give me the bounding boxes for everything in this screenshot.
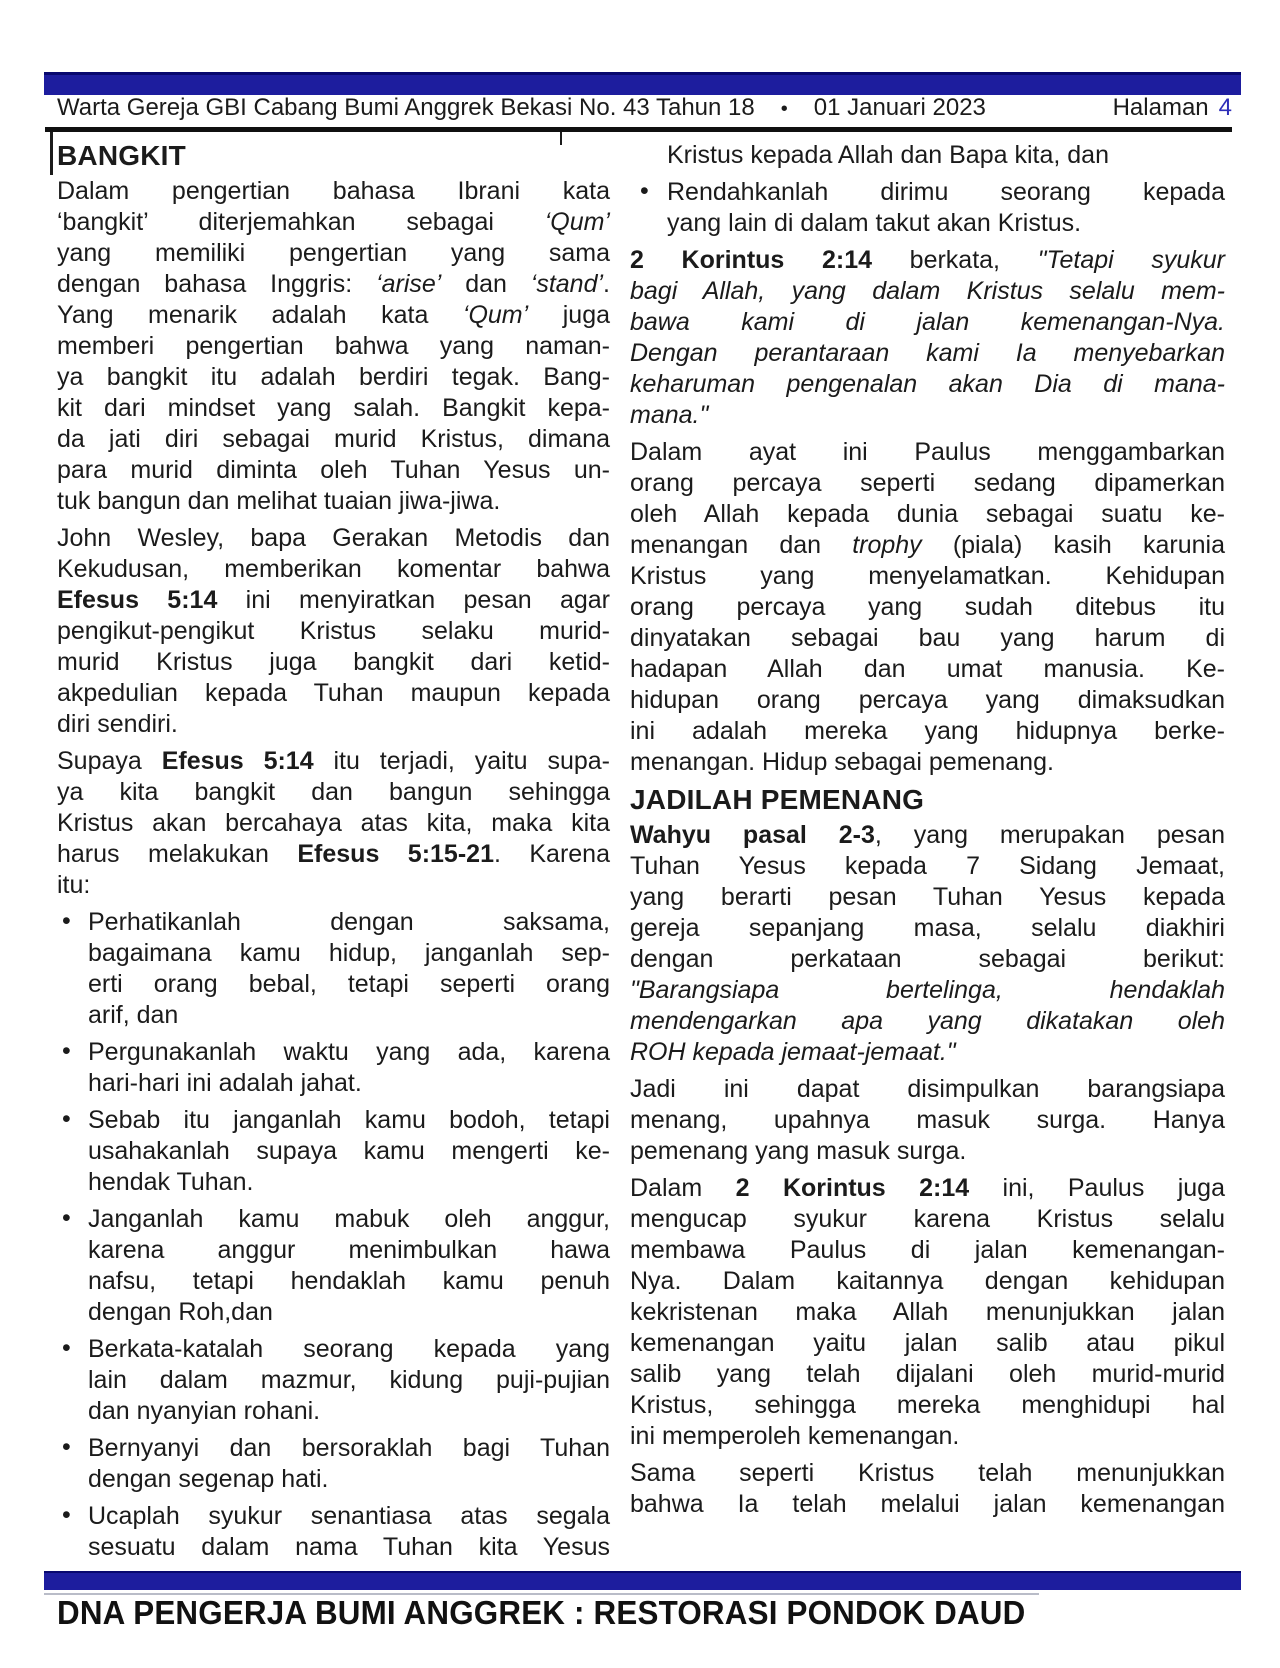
paragraph <box>57 176 610 517</box>
text-line: bagi Allah, yang dalam Kristus selalu mem- <box>630 277 1225 305</box>
text-line: Nya. Dalam kaitannya dengan kehidupan <box>630 1267 1225 1295</box>
text-line: kit dari mindset yang salah. Bangkit kepa- <box>57 394 610 422</box>
bullet-icon: • <box>62 1433 71 1461</box>
bullet-item <box>57 1501 610 1563</box>
paragraph <box>630 1458 1225 1520</box>
text-line: menangan. Hidup sebagai pemenang. <box>630 748 1054 776</box>
bullet-icon: • <box>62 1037 71 1065</box>
issue-date: 01 Januari 2023 <box>813 94 986 121</box>
text-line: Supaya Efesus 5:14 itu terjadi, yaitu supa- <box>57 747 610 775</box>
text-line: ‘bangkit’ diterjemahkan sebagai ‘Qum’ <box>57 208 610 236</box>
bullet-icon: • <box>640 177 649 205</box>
bullet-item <box>57 907 610 1031</box>
page-label: Halaman <box>1112 94 1209 121</box>
bullet-item <box>57 1334 610 1427</box>
right-column <box>630 140 1225 1569</box>
text-line: keharuman pengenalan akan Dia di mana- <box>630 370 1225 398</box>
text-line: Dalam 2 Korintus 2:14 ini, Paulus juga <box>630 1174 1225 1202</box>
bullet-item <box>57 1433 610 1495</box>
text-line: ini adalah mereka yang hidupnya berke- <box>630 717 1225 745</box>
text-line: memberi pengertian bahwa yang naman- <box>57 332 610 360</box>
text-line: hendak Tuhan. <box>88 1168 254 1196</box>
text-line: Wahyu pasal 2-3, yang merupakan pesan <box>630 821 1225 849</box>
text-line: mengucap syukur karena Kristus selalu <box>630 1205 1225 1233</box>
text-line: membawa Paulus di jalan kemenangan- <box>630 1236 1225 1264</box>
text-line: Kristus yang menyelamatkan. Kehidupan <box>630 562 1225 590</box>
text-line: Bernyanyi dan bersoraklah bagi Tuhan <box>88 1434 610 1462</box>
paragraph <box>57 523 610 740</box>
text-line: itu: <box>57 871 91 899</box>
text-line: Perhatikanlah dengan saksama, <box>88 908 610 936</box>
text-line: mana." <box>630 401 709 429</box>
text-line: bahwa Ia telah melalui jalan kemenangan <box>630 1490 1225 1518</box>
text-line: da jati diri sebagai murid Kristus, dimana <box>57 425 610 453</box>
text-line: para murid diminta oleh Tuhan Yesus un- <box>57 456 610 484</box>
text-line: ya kita bangkit dan bangun sehingga <box>57 778 610 806</box>
text-line: Yang menarik adalah kata ‘Qum’ juga <box>57 301 610 329</box>
text-line: orang percaya seperti sedang dipamerkan <box>630 469 1225 497</box>
text-line: pemenang yang masuk surga. <box>630 1137 967 1165</box>
text-line: bagaimana kamu hidup, janganlah sep- <box>88 939 610 967</box>
text-line: Dalam ayat ini Paulus menggambarkan <box>630 438 1225 466</box>
text-line: JADILAH PEMENANG <box>630 784 925 815</box>
paragraph <box>630 1074 1225 1167</box>
text-line: Sama seperti Kristus telah menunjukkan <box>630 1459 1225 1487</box>
text-line: nafsu, tetapi hendaklah kamu penuh <box>88 1267 610 1295</box>
text-line: hidupan orang percaya yang dimaksudkan <box>630 686 1225 714</box>
text-line: hadapan Allah dan umat manusia. Ke- <box>630 655 1225 683</box>
text-line: Berkata-katalah seorang kepada yang <box>88 1335 610 1363</box>
text-line: erti orang bebal, tetapi seperti orang <box>88 970 610 998</box>
text-line: Sebab itu janganlah kamu bodoh, tetapi <box>88 1106 610 1134</box>
bullet-item <box>57 1204 610 1328</box>
text-line: Kristus kepada Allah dan Bapa kita, dan <box>667 141 1109 169</box>
bullet-icon: • <box>62 907 71 935</box>
top-blue-bar <box>44 72 1241 95</box>
bullet-icon: • <box>62 1204 71 1232</box>
text-line: Jadi ini dapat disimpulkan barangsiapa <box>630 1075 1225 1103</box>
text-line: gereja sepanjang masa, selalu diakhiri <box>630 914 1225 942</box>
text-line: BANGKIT <box>57 140 186 171</box>
text-line: Janganlah kamu mabuk oleh anggur, <box>88 1205 610 1233</box>
text-line: dengan Roh,dan <box>88 1298 273 1326</box>
text-line: bawa kami di jalan kemenangan-Nya. <box>630 308 1225 336</box>
text-line: orang percaya yang sudah ditebus itu <box>630 593 1225 621</box>
footer-banner: DNA PENGERJA BUMI ANGGREK : RESTORASI PONDOK DAUD <box>57 1594 1026 1631</box>
header-rule <box>45 127 1232 132</box>
text-line: Kekudusan, memberikan komentar bahwa <box>57 555 610 583</box>
text-line: oleh Allah kepada dunia sebagai suatu ke- <box>630 500 1225 528</box>
paragraph <box>57 746 610 901</box>
text-line: hari-hari ini adalah jahat. <box>88 1069 362 1097</box>
text-line: yang memiliki pengertian yang sama <box>57 239 610 267</box>
newsletter-title: Warta Gereja GBI Cabang Bumi Anggrek Bekasi No. 43 Tahun 18 <box>57 94 755 121</box>
text-line: usahakanlah supaya kamu mengerti ke- <box>88 1137 610 1165</box>
text-line: lain dalam mazmur, kidung puji-pujian <box>88 1366 610 1394</box>
bullet-icon: • <box>62 1334 71 1362</box>
section-heading <box>57 140 610 171</box>
text-line: menang, upahnya masuk surga. Hanya <box>630 1106 1225 1134</box>
text-line: 2 Korintus 2:14 berkata, "Tetapi syukur <box>630 246 1225 274</box>
text-line: sesuatu dalam nama Tuhan kita Yesus <box>88 1533 610 1561</box>
text-line: dinyatakan sebagai bau yang harum di <box>630 624 1225 652</box>
text-line: "Barangsiapa bertelinga, hendaklah <box>630 976 1225 1004</box>
bullet-item <box>57 1037 610 1099</box>
text-line: yang lain di dalam takut akan Kristus. <box>667 209 1082 237</box>
text-line: John Wesley, bapa Gerakan Metodis dan <box>57 524 610 552</box>
text-line: ini memperoleh kemenangan. <box>630 1422 960 1450</box>
text-line: arif, dan <box>88 1001 179 1029</box>
text-line: ROH kepada jemaat-jemaat." <box>630 1038 956 1066</box>
text-line: diri sendiri. <box>57 710 178 738</box>
text-line: Pergunakanlah waktu yang ada, karena <box>88 1038 610 1066</box>
bullet-item <box>630 177 1225 239</box>
text-line: Dalam pengertian bahasa Ibrani kata <box>57 177 610 205</box>
text-line: Rendahkanlah dirimu seorang kepada <box>667 178 1225 206</box>
continuation-line <box>630 140 1225 171</box>
text-line: karena anggur menimbulkan hawa <box>88 1236 610 1264</box>
scan-artifact-line <box>50 132 53 175</box>
text-line: tuk bangun dan melihat tuaian jiwa-jiwa. <box>57 487 501 515</box>
text-line: Dengan perantaraan kami Ia menyebarkan <box>630 339 1225 367</box>
bullet-icon: • <box>62 1501 71 1529</box>
paragraph <box>630 437 1225 778</box>
text-line: salib yang telah dijalani oleh murid-murid <box>630 1360 1225 1388</box>
text-line: harus melakukan Efesus 5:15-21. Karena <box>57 840 610 868</box>
text-line: mendengarkan apa yang dikatakan oleh <box>630 1007 1225 1035</box>
text-line: dengan perkataan sebagai berikut: <box>630 945 1225 973</box>
section-heading <box>630 784 1225 815</box>
paragraph <box>630 1173 1225 1452</box>
text-line: Tuhan Yesus kepada 7 Sidang Jemaat, <box>630 852 1225 880</box>
text-line: Kristus, sehingga mereka menghidupi hal <box>630 1391 1225 1419</box>
bullet-icon: • <box>62 1105 71 1133</box>
text-line: pengikut-pengikut Kristus selaku murid- <box>57 617 610 645</box>
bottom-blue-bar <box>44 1571 1241 1590</box>
text-line: dengan segenap hati. <box>88 1465 329 1493</box>
text-line: Efesus 5:14 ini menyiratkan pesan agar <box>57 586 611 614</box>
bullet-item <box>57 1105 610 1198</box>
text-line: menangan dan trophy (piala) kasih karunia <box>630 531 1225 559</box>
bullet-separator-icon: • <box>780 98 788 120</box>
page-number: 4 <box>1218 94 1232 121</box>
paragraph <box>630 245 1225 431</box>
text-line: murid Kristus juga bangkit dari ketid- <box>57 648 610 676</box>
text-line: akpedulian kepada Tuhan maupun kepada <box>57 679 610 707</box>
text-line: dan nyanyian rohani. <box>88 1397 321 1425</box>
paragraph <box>630 820 1225 1068</box>
text-line: dengan bahasa Inggris: ‘arise’ dan ‘stand’. <box>57 270 610 298</box>
page-header <box>57 94 1232 122</box>
text-line: kekristenan maka Allah menunjukkan jalan <box>630 1298 1225 1326</box>
text-line: ya bangkit itu adalah berdiri tegak. Bang- <box>57 363 610 391</box>
text-line: yang berarti pesan Tuhan Yesus kepada <box>630 883 1225 911</box>
text-line: kemenangan yaitu jalan salib atau pikul <box>630 1329 1225 1357</box>
text-line: Ucaplah syukur senantiasa atas segala <box>88 1502 610 1530</box>
text-line: Kristus akan bercahaya atas kita, maka kita <box>57 809 610 837</box>
article-columns <box>57 140 1225 1569</box>
left-column <box>57 140 610 1569</box>
